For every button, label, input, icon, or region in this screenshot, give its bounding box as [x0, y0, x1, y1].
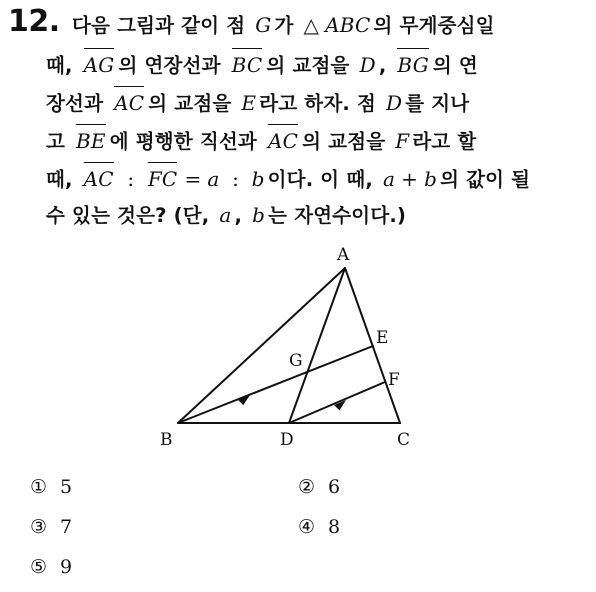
stem-text: 의 값이 될 [440, 168, 531, 191]
segment-notation: BE [76, 120, 106, 160]
math-symbol: b [424, 167, 438, 191]
segment-be [178, 346, 373, 423]
question-line [46, 196, 586, 234]
stem-text: 의 교점을 [266, 54, 357, 77]
question-line [46, 120, 586, 158]
question-line [46, 82, 586, 120]
stem-text: , [234, 204, 250, 227]
math-operator: : [225, 167, 246, 191]
stem-text: 장선과 [46, 92, 111, 115]
segment-notation: AG [84, 44, 115, 84]
label-d: D [280, 430, 294, 450]
math-symbol: b [251, 167, 265, 191]
question-line [46, 158, 586, 196]
question-stem [46, 6, 586, 234]
label-g: G [289, 351, 303, 371]
stem-text: 라고 하자. 점 [259, 92, 383, 115]
math-symbol: a [219, 203, 232, 227]
choice-3[interactable] [30, 516, 72, 538]
stem-text: 때, [46, 168, 80, 191]
segment-notation: AC [84, 158, 114, 198]
stem-text: 의 교점을 [302, 130, 393, 153]
segment-notation: FC [148, 158, 178, 198]
choice-marker: ② [298, 476, 316, 498]
segment-notation: BG [397, 44, 428, 84]
stem-text: 는 자연수이다.) [268, 204, 407, 227]
segment-df [289, 382, 385, 423]
stem-text: 의 교점을 [148, 92, 239, 115]
stem-text: 의 연 [432, 54, 478, 77]
math-symbol: F [395, 129, 410, 153]
label-e: E [376, 328, 389, 348]
choice-value: 5 [60, 476, 73, 498]
choice-2[interactable] [298, 476, 340, 498]
stem-text: 이다. 이 때, [267, 168, 380, 191]
math-operator: + [401, 167, 419, 191]
stem-text: 가 [274, 14, 301, 37]
stem-text: 의 연장선과 [118, 54, 228, 77]
choice-marker: ① [30, 476, 48, 498]
math-operator: : [120, 167, 141, 191]
segment-ad [289, 268, 345, 423]
stem-text: 라고 할 [412, 130, 477, 153]
math-symbol: a [382, 167, 396, 191]
segment-notation: AC [268, 120, 298, 160]
label-b: B [160, 430, 173, 450]
stem-text: 의 무게중심일 [373, 14, 495, 37]
choice-5[interactable] [30, 556, 72, 578]
label-a: A [337, 245, 350, 265]
question-number: 12. [8, 4, 60, 39]
stem-text: 다음 그림과 같이 점 [72, 14, 253, 37]
math-symbol: a [207, 167, 220, 191]
math-symbol: D [359, 53, 376, 77]
side-ab [178, 268, 345, 423]
choice-marker: ③ [30, 516, 48, 538]
question-line [46, 44, 586, 82]
math-operator: = [184, 167, 202, 191]
segment-notation: BC [232, 44, 263, 84]
math-symbol: ABC [325, 13, 371, 37]
math-symbol: D [385, 91, 403, 115]
choice-4[interactable] [298, 516, 340, 538]
stem-text: 에 평행한 직선과 [109, 130, 264, 153]
math-symbol: b [252, 203, 266, 227]
label-c: C [397, 430, 411, 450]
math-operator: △ [303, 13, 320, 37]
question-line [72, 6, 586, 44]
choice-value: 7 [60, 516, 73, 538]
stem-text: 때, [46, 54, 80, 77]
parallel-arrow-df [334, 400, 349, 412]
choice-1[interactable] [30, 476, 72, 498]
choice-value: 9 [60, 556, 73, 578]
choice-marker: ⑤ [30, 556, 48, 578]
math-symbol: G [255, 13, 272, 37]
triangle-figure [150, 240, 430, 455]
stem-text: 수 있는 것은? (단, [46, 204, 217, 227]
choice-value: 8 [328, 516, 341, 538]
math-symbol: E [241, 91, 257, 115]
stem-text: 고 [46, 130, 73, 153]
stem-text: , [378, 54, 394, 77]
label-f: F [388, 370, 400, 390]
choice-marker: ④ [298, 516, 316, 538]
stem-text: 를 지나 [405, 92, 470, 115]
choice-value: 6 [328, 476, 341, 498]
segment-notation: AC [114, 82, 144, 122]
